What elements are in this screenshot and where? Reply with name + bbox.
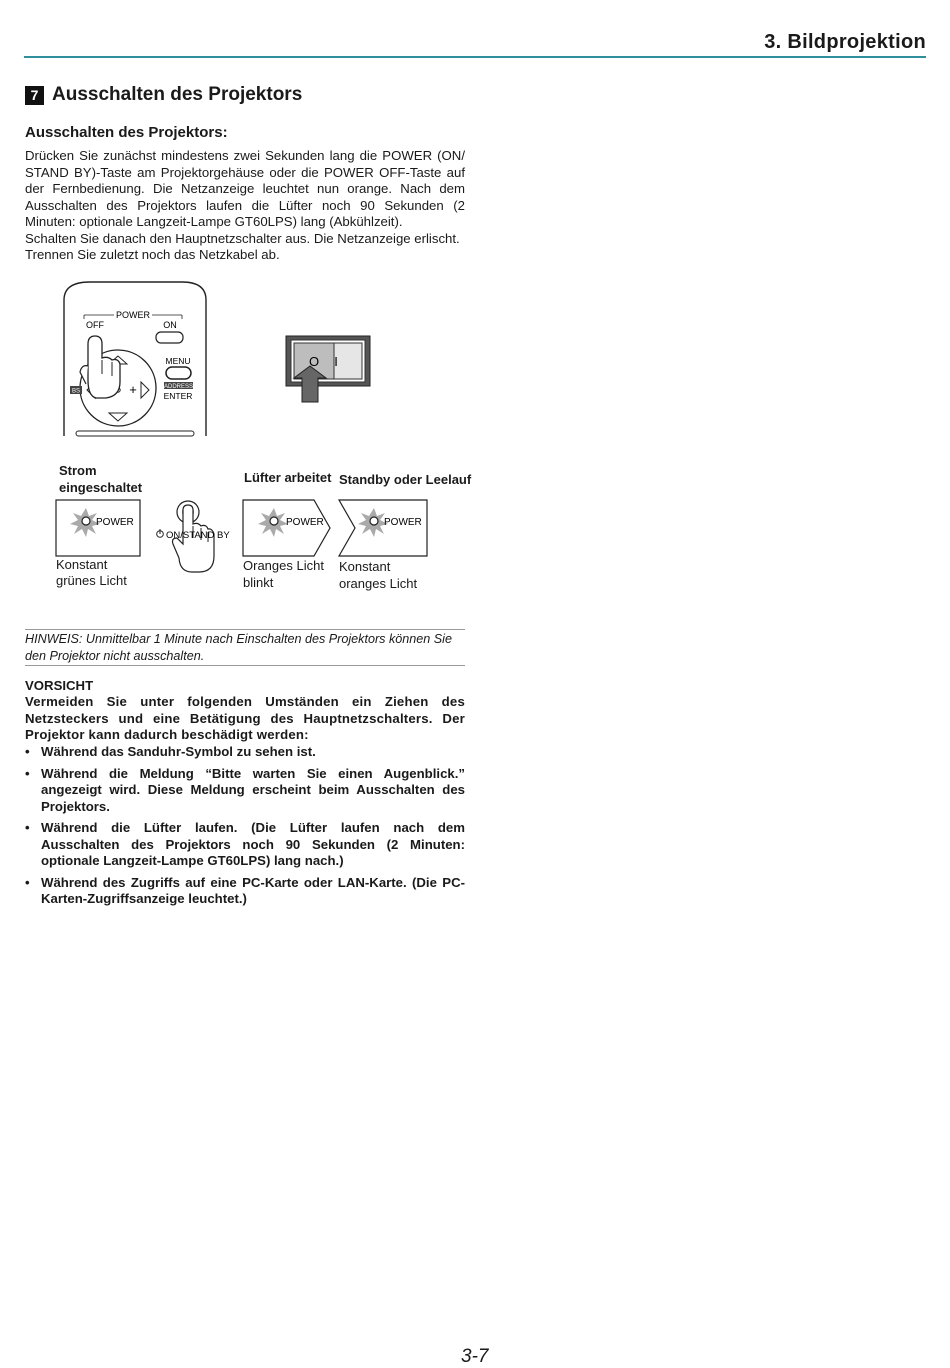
right-arrow-icon bbox=[141, 382, 149, 398]
remote-bs-label: BS bbox=[71, 388, 81, 395]
state-standby-caption: Konstant bbox=[339, 559, 391, 574]
remote-enter-label: ENTER bbox=[163, 391, 193, 401]
sub-heading: Ausschalten des Projektors: bbox=[25, 124, 228, 141]
caution-item bbox=[25, 875, 465, 908]
state-on-title: Strom bbox=[59, 463, 97, 478]
bullet-icon: • bbox=[25, 874, 30, 890]
remote-plus-label: + bbox=[129, 382, 137, 397]
main-power-switch-illustration bbox=[284, 334, 374, 404]
down-arrow-icon bbox=[109, 413, 127, 421]
state-standby-title: Standby oder Leelauf bbox=[339, 472, 472, 487]
header-rule bbox=[24, 56, 926, 58]
caution-intro: Vermeiden Sie unter folgenden Umständen ein Ziehen des Netzsteckers und eine Betätigung des Hauptnetzschalters. Der Projektor kann dadurch beschädigt werden: bbox=[25, 694, 465, 742]
note-text: HINWEIS: Unmittelbar 1 Minute nach Einschalten des Projektors können Sie den Projektor nicht ausschalten. bbox=[25, 632, 452, 663]
state-fan-caption-2: blinkt bbox=[243, 575, 274, 590]
remote-off-label: OFF bbox=[86, 320, 104, 330]
page-number: 3-7 bbox=[461, 1346, 489, 1367]
led-icon bbox=[370, 517, 378, 525]
state-on-caption-2: grünes Licht bbox=[56, 573, 127, 588]
power-indicator-states bbox=[52, 458, 472, 598]
state-standby-caption-2: oranges Licht bbox=[339, 576, 418, 591]
on-standby-label: ON/STAND BY bbox=[166, 530, 230, 541]
indicator-box-standby bbox=[339, 500, 427, 556]
section-title: Ausschalten des Projektors bbox=[52, 84, 303, 105]
indicator-box-fan bbox=[243, 500, 330, 556]
led-icon bbox=[270, 517, 278, 525]
state-on-title-2: eingeschaltet bbox=[59, 480, 143, 495]
remote-power-label: POWER bbox=[115, 310, 151, 320]
caution-item-text: Während die Lüfter laufen. (Die Lüfter laufen nach dem Ausschalten des Projektors noch 90 Sekunden (2 Minuten: optionale Langzeit-Lampe GT60LPS) lang nach.) bbox=[41, 820, 465, 868]
intro-paragraph: Trennen Sie zuletzt noch das Netzkabel ab. bbox=[25, 247, 280, 262]
section-number-badge: 7 bbox=[25, 86, 44, 105]
note-box bbox=[25, 629, 465, 666]
power-symbol-icon bbox=[157, 529, 164, 537]
intro-paragraph: Drücken Sie zunächst mindestens zwei Sekunden lang die POWER (ON/ STAND BY)-Taste am Projektorgehäuse oder die POWER OFF-Taste auf der Fernbedienung. Die Netzanzeige leuchtet nun orange. Nach dem Ausschalten des Projektors laufen die Lüfter noch 90 Sekunden (2 Minuten: optionale Langzeit-Lampe GT60LPS) lang (Abkühlzeit). bbox=[25, 148, 465, 229]
intro-text bbox=[25, 148, 465, 264]
switch-off-symbol: O bbox=[308, 354, 320, 369]
indicator-power-label: POWER bbox=[286, 517, 324, 528]
caution-item bbox=[25, 820, 465, 870]
remote-on-label: ON bbox=[163, 320, 177, 330]
caution-item-text: Während das Sanduhr-Symbol zu sehen ist. bbox=[41, 744, 316, 759]
bullet-icon: • bbox=[25, 820, 30, 835]
pressing-hand-icon bbox=[80, 336, 120, 398]
caution-label: VORSICHT bbox=[25, 678, 94, 693]
remote-menu-label: MENU bbox=[165, 356, 191, 366]
caution-item-text: Während des Zugriffs auf eine PC-Karte oder LAN-Karte. (Die PC-Karten-Zugriffsanzeige leuchtet.) bbox=[41, 874, 465, 906]
bullet-icon: • bbox=[25, 765, 30, 781]
remote-address-label: ADDRESS bbox=[163, 384, 194, 390]
led-icon bbox=[82, 517, 90, 525]
state-on-caption: Konstant bbox=[56, 557, 108, 572]
state-fan-title: Lüfter arbeitet bbox=[244, 470, 332, 485]
indicator-power-label: POWER bbox=[96, 517, 134, 528]
indicator-box-on bbox=[56, 500, 140, 556]
bullet-icon: • bbox=[25, 744, 30, 759]
indicator-power-label: POWER bbox=[384, 517, 422, 528]
chapter-title: 3. Bildprojektion bbox=[764, 31, 926, 53]
caution-item bbox=[25, 766, 465, 816]
state-fan-caption: Oranges Licht bbox=[243, 558, 324, 573]
menu-button[interactable] bbox=[166, 367, 191, 379]
remote-control-illustration bbox=[60, 278, 212, 440]
caution-item-text: Während die Meldung “Bitte warten Sie einen Augenblick.” angezeigt wird. Diese Meldung erscheint beim Ausschalten des Projektors. bbox=[41, 765, 465, 814]
intro-paragraph: Schalten Sie danach den Hauptnetzschalter aus. Die Netzanzeige erlischt. bbox=[25, 230, 460, 246]
switch-on-symbol: I bbox=[334, 354, 338, 369]
caution-list bbox=[25, 744, 465, 913]
section-heading bbox=[25, 84, 302, 106]
caution-item bbox=[25, 744, 465, 761]
